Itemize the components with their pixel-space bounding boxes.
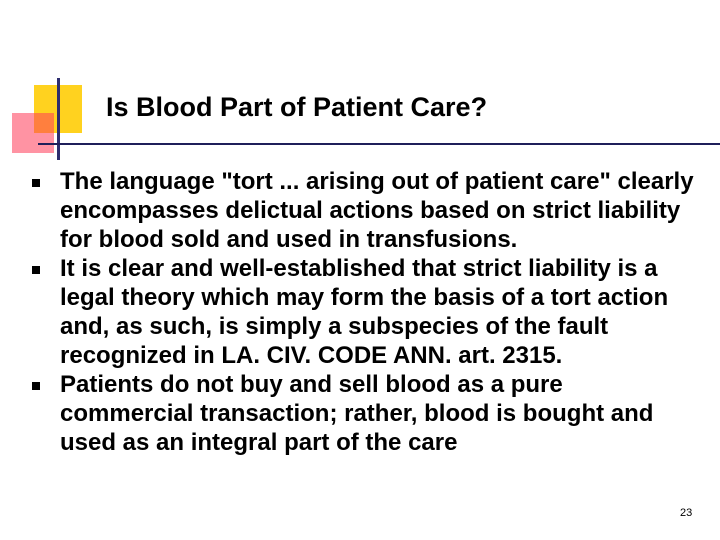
bullet-item <box>0 167 720 254</box>
bullet-text: It is clear and well-established that strict liability is a legal theory which may form the basis of a tort action and, as such, is simply a subspecies of the fault recognized in LA. CIV. CODE ANN. art. 2315. <box>60 255 669 369</box>
bullet-item <box>0 370 720 457</box>
title-underline <box>38 143 720 145</box>
title-decoration-vertical-line <box>57 78 60 160</box>
bullet-square-icon <box>32 179 40 187</box>
bullet-square-icon <box>32 266 40 274</box>
title-decoration-pink-square <box>12 113 54 153</box>
bullet-text: The language "tort ... arising out of patient care" clearly encompasses delictual actions based on strict liability for blood sold and used in transfusions. <box>60 168 694 253</box>
bullet-square-icon <box>32 382 40 390</box>
page-number: 23 <box>680 507 693 519</box>
bullet-list <box>0 167 720 457</box>
slide-title: Is Blood Part of Patient Care? <box>106 92 488 122</box>
bullet-item <box>0 254 720 370</box>
bullet-text: Patients do not buy and sell blood as a pure commercial transaction; rather, blood is bought and used as an integral part of the care <box>60 371 654 456</box>
